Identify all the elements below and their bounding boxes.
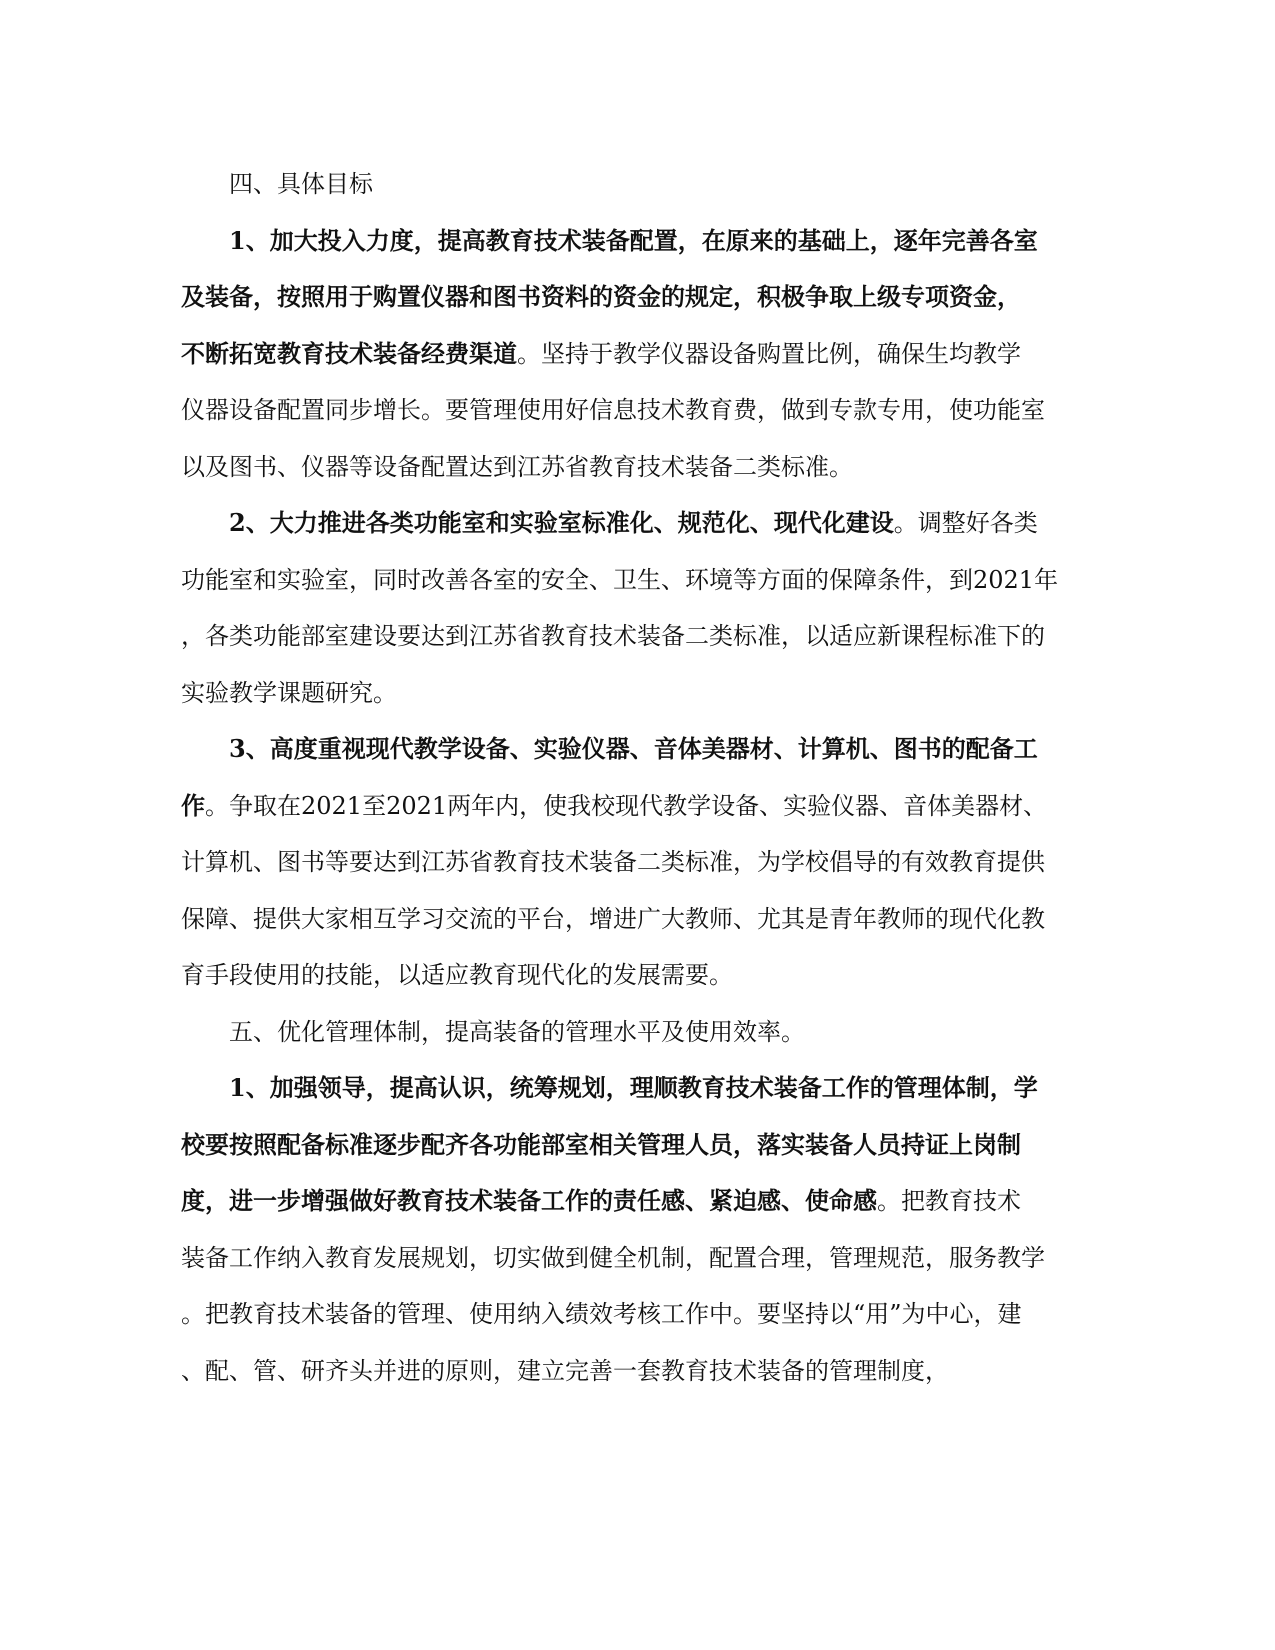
paragraph-line — [181, 1238, 1081, 1278]
section-heading-5 — [229, 1012, 1129, 1052]
paragraph-line — [181, 899, 1081, 939]
paragraph-line — [181, 447, 1081, 487]
text-run: 装备工作纳入教育发展规划，切实做到健全机制，配置合理，管理规范，服务教学 — [181, 1244, 1045, 1272]
text-run: 作 — [181, 791, 205, 820]
text-run: 计算机、图书等要达到江苏省教育技术装备二类标准，为学校倡导的有效教育提供 — [181, 848, 1045, 876]
paragraph-line — [229, 1068, 1129, 1108]
text-run: 1、加大投入力度，提高教育技术装备配置，在原来的基础上，逐年完善各室 — [229, 226, 1038, 255]
paragraph-line — [181, 334, 1081, 374]
text-run: 校要按照配备标准逐步配齐各功能部室相关管理人员，落实装备人员持证上岗制 — [181, 1130, 1021, 1159]
paragraph-line — [229, 503, 1129, 543]
paragraph-line — [181, 390, 1081, 430]
paragraph-line — [181, 1351, 1081, 1391]
text-run: 实验教学课题研究。 — [181, 679, 397, 707]
text-run: 。坚持于教学仪器设备购置比例，确保生均教学 — [517, 340, 1021, 368]
paragraph-line — [181, 673, 1081, 713]
text-run: 。把教育技术装备的管理、使用纳入绩效考核工作中。要坚持以“用”为中心，建 — [181, 1300, 1022, 1328]
paragraph-line — [229, 221, 1129, 261]
text-run: 以及图书、仪器等设备配置达到江苏省教育技术装备二类标准。 — [181, 453, 853, 481]
paragraph-line — [181, 842, 1081, 882]
text-run: 。调整好各类 — [893, 509, 1038, 537]
text-run: 2、大力推进各类功能室和实验室标准化、规范化、现代化建设 — [229, 508, 894, 537]
text-run: 。把教育技术 — [877, 1187, 1021, 1215]
text-run: 。争取在2021至2021两年内，使我校现代教学设备、实验仪器、音体美器材、 — [205, 792, 1048, 820]
paragraph-line — [181, 277, 1081, 317]
text-run: 五、优化管理体制，提高装备的管理水平及使用效率。 — [229, 1018, 805, 1046]
text-run: 1、加强领导，提高认识，统筹规划，理顺教育技术装备工作的管理体制，学 — [229, 1073, 1038, 1102]
paragraph-line — [181, 560, 1081, 600]
text-run: 及装备，按照用于购置仪器和图书资料的资金的规定，积极争取上级专项资金， — [181, 282, 1021, 311]
paragraph-line — [181, 786, 1081, 826]
section-heading-4 — [229, 164, 1129, 204]
text-run: 不断拓宽教育技术装备经费渠道 — [181, 339, 517, 368]
text-run: 仪器设备配置同步增长。要管理使用好信息技术教育费，做到专款专用，使功能室 — [181, 396, 1045, 424]
text-run: 育手段使用的技能，以适应教育现代化的发展需要。 — [181, 961, 733, 989]
text-run: 度，进一步增强做好教育技术装备工作的责任感、紧迫感、使命感 — [181, 1186, 877, 1215]
text-run: 保障、提供大家相互学习交流的平台，增进广大教师、尤其是青年教师的现代化教 — [181, 905, 1045, 933]
text-run: ，各类功能部室建设要达到江苏省教育技术装备二类标准，以适应新课程标准下的 — [181, 622, 1045, 650]
paragraph-line — [181, 955, 1081, 995]
paragraph-line — [181, 1181, 1081, 1221]
paragraph-line — [181, 1125, 1081, 1165]
paragraph-line — [229, 729, 1129, 769]
paragraph-line — [181, 1294, 1081, 1334]
text-run: 3、高度重视现代教学设备、实验仪器、音体美器材、计算机、图书的配备工 — [229, 734, 1038, 763]
text-run: 功能室和实验室，同时改善各室的安全、卫生、环境等方面的保障条件，到2021年 — [181, 566, 1059, 594]
text-run: 、配、管、研齐头并进的原则，建立完善一套教育技术装备的管理制度， — [181, 1357, 949, 1385]
paragraph-line — [181, 616, 1081, 656]
text-run: 四、具体目标 — [229, 170, 373, 198]
